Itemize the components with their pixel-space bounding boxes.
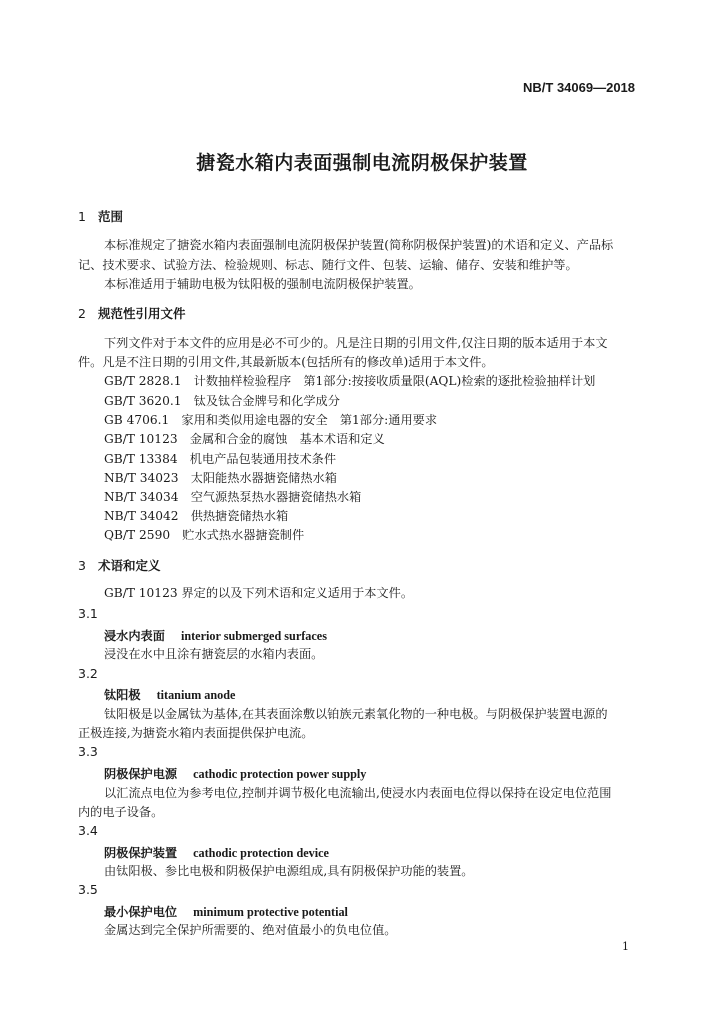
paragraph-line: 本标准适用于辅助电极为钛阳极的强制电流阴极保护装置。 bbox=[104, 277, 421, 291]
term-number: 3.4 bbox=[78, 823, 98, 838]
reference-code: GB/T 13384 bbox=[104, 452, 178, 466]
reference-title: 空气源热泵热水器搪瓷储热水箱 bbox=[190, 490, 362, 504]
term-heading bbox=[104, 765, 366, 782]
reference-title: 家用和类似用途电器的安全 第1部分:通用要求 bbox=[181, 413, 438, 427]
reference-title: 机电产品包装通用技术条件 bbox=[189, 452, 337, 466]
section-number: 1 bbox=[78, 209, 86, 224]
paragraph-line: 记、技术要求、试验方法、检验规则、标志、随行文件、包装、运输、储存、安装和维护等。 bbox=[78, 258, 578, 272]
section-heading bbox=[78, 556, 161, 574]
reference-item bbox=[104, 469, 337, 486]
reference-item bbox=[104, 411, 437, 428]
reference-title: 钛及钛合金牌号和化学成分 bbox=[193, 394, 340, 408]
paragraph-line: GB/T 10123 界定的以及下列术语和定义适用于本文件。 bbox=[104, 586, 414, 600]
reference-code: NB/T 34034 bbox=[104, 490, 179, 504]
section-title: 规范性引用文件 bbox=[98, 306, 186, 321]
paragraph-line: 件。凡是不注日期的引用文件,其最新版本(包括所有的修改单)适用于本文件。 bbox=[78, 355, 494, 369]
section-heading bbox=[78, 207, 123, 225]
reference-code: GB/T 10123 bbox=[104, 432, 178, 446]
reference-code: GB/T 2828.1 bbox=[104, 374, 182, 388]
reference-title: 贮水式热水器搪瓷制件 bbox=[182, 528, 305, 542]
reference-item bbox=[104, 430, 385, 447]
reference-code: QB/T 2590 bbox=[104, 528, 171, 542]
term-definition: 由钛阳极、参比电极和阴极保护电源组成,具有阴极保护功能的装置。 bbox=[104, 864, 474, 878]
term-heading bbox=[104, 844, 329, 861]
section-number: 3 bbox=[78, 558, 86, 573]
term-definition: 内的电子设备。 bbox=[78, 805, 164, 819]
reference-item bbox=[104, 488, 361, 505]
term-cn: 阴极保护装置 bbox=[104, 846, 178, 860]
reference-title: 计数抽样检验程序 第1部分:按接收质量限(AQL)检索的逐批检验抽样计划 bbox=[193, 374, 596, 388]
reference-code: GB/T 3620.1 bbox=[104, 394, 182, 408]
reference-item bbox=[104, 526, 304, 543]
reference-code: GB 4706.1 bbox=[104, 413, 170, 427]
section-title: 术语和定义 bbox=[98, 558, 161, 573]
section-title: 范围 bbox=[98, 209, 124, 224]
term-cn: 最小保护电位 bbox=[104, 905, 178, 919]
section-number: 2 bbox=[78, 306, 86, 321]
term-en: interior submerged surfaces bbox=[180, 629, 327, 643]
term-heading bbox=[104, 903, 348, 920]
term-en: cathodic protection device bbox=[193, 846, 329, 860]
reference-code: NB/T 34042 bbox=[104, 509, 179, 523]
term-definition: 浸没在水中且涂有搪瓷层的水箱内表面。 bbox=[104, 647, 324, 661]
standard-number: NB/T 34069—2018 bbox=[523, 80, 636, 95]
page-number: 1 bbox=[622, 940, 629, 953]
reference-title: 太阳能热水器搪瓷储热水箱 bbox=[190, 471, 337, 485]
term-cn: 浸水内表面 bbox=[104, 629, 165, 643]
paragraph-line: 本标准规定了搪瓷水箱内表面强制电流阴极保护装置(简称阴极保护装置)的术语和定义、产品标 bbox=[104, 238, 614, 252]
term-en: cathodic protection power supply bbox=[193, 767, 367, 781]
reference-item bbox=[104, 372, 595, 389]
term-number: 3.5 bbox=[78, 882, 98, 897]
term-number: 3.1 bbox=[78, 606, 98, 621]
section-heading bbox=[78, 304, 186, 322]
term-cn: 钛阳极 bbox=[104, 688, 141, 702]
term-heading bbox=[104, 686, 235, 703]
term-heading bbox=[104, 627, 327, 644]
term-en: titanium anode bbox=[156, 688, 236, 702]
term-definition: 钛阳极是以金属钛为基体,在其表面涂敷以铂族元素氧化物的一种电极。与阴极保护装置电源的 bbox=[104, 707, 608, 721]
reference-item bbox=[104, 392, 340, 409]
document-title: 搪瓷水箱内表面强制电流阴极保护装置 bbox=[196, 152, 528, 174]
term-cn: 阴极保护电源 bbox=[104, 767, 178, 781]
term-number: 3.3 bbox=[78, 744, 98, 759]
reference-item bbox=[104, 450, 336, 467]
paragraph-line: 下列文件对于本文件的应用是必不可少的。凡是注日期的引用文件,仅注日期的版本适用于本文 bbox=[104, 336, 608, 350]
reference-title: 金属和合金的腐蚀 基本术语和定义 bbox=[189, 432, 385, 446]
term-en: minimum protective potential bbox=[193, 905, 348, 919]
term-definition: 金属达到完全保护所需要的、绝对值最小的负电位值。 bbox=[104, 923, 397, 937]
term-definition: 以汇流点电位为参考电位,控制并调节极化电流输出,使浸水内表面电位得以保持在设定电位范围 bbox=[104, 786, 612, 800]
term-definition: 正极连接,为搪瓷水箱内表面提供保护电流。 bbox=[78, 726, 314, 740]
reference-title: 供热搪瓷储热水箱 bbox=[190, 509, 289, 523]
term-number: 3.2 bbox=[78, 666, 98, 681]
reference-item bbox=[104, 507, 288, 524]
reference-code: NB/T 34023 bbox=[104, 471, 179, 485]
